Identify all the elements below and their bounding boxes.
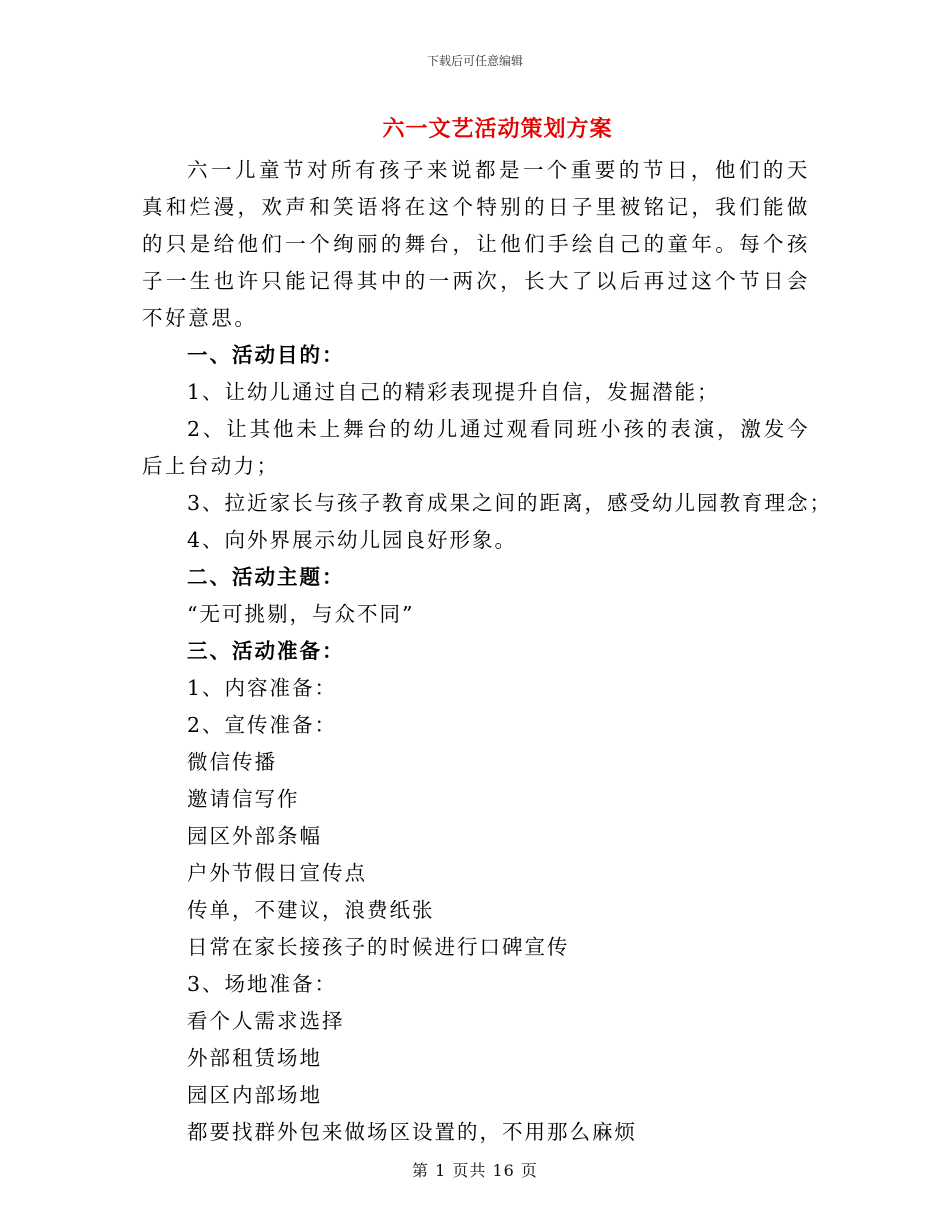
publicity-prep-item: 2、宣传准备： bbox=[187, 713, 338, 737]
publicity-item-wechat: 微信传播 bbox=[187, 750, 277, 774]
document-title: 六一文艺活动策划方案 bbox=[382, 116, 613, 142]
venue-prep-item: 3、场地准备： bbox=[187, 972, 338, 996]
intro-paragraph: 六一儿童节对所有孩子来说都是一个重要的节日，他们的天真和烂漫，欢声和笑语将在这个特别的日子里被铭记，我们能做的只是给他们一个绚丽的舞台，让他们手绘自己的童年。每个孩子一生也许只能记得其中的一两次，长大了以后再过这个节日会不好意思。 bbox=[142, 158, 810, 330]
venue-item-outsource: 都要找群外包来做场区设置的，不用那么麻烦 bbox=[187, 1120, 637, 1144]
section1-heading: 一、活动目的： bbox=[187, 343, 345, 367]
goal-item-4: 4、向外界展示幼儿园良好形象。 bbox=[187, 528, 518, 552]
document-body bbox=[142, 152, 833, 1151]
publicity-item-banner: 园区外部条幅 bbox=[187, 824, 322, 848]
page-footer: 第 1 页共 16 页 bbox=[412, 1161, 538, 1180]
goal-item-1: 1、让幼儿通过自己的精彩表现提升自信，发掘潜能； bbox=[187, 380, 720, 404]
venue-item-choice: 看个人需求选择 bbox=[187, 1009, 345, 1033]
venue-item-rental: 外部租赁场地 bbox=[187, 1046, 322, 1070]
goal-item-2: 2、让其他未上舞台的幼儿通过观看同班小孩的表演，激发今后上台动力； bbox=[142, 417, 810, 478]
header-note: 下载后可任意编辑 bbox=[426, 54, 523, 68]
section3-heading: 三、活动准备： bbox=[187, 639, 345, 663]
content-prep-item: 1、内容准备： bbox=[187, 676, 338, 700]
publicity-item-word-of-mouth: 日常在家长接孩子的时候进行口碑宣传 bbox=[187, 935, 570, 959]
publicity-item-flyer: 传单，不建议，浪费纸张 bbox=[187, 898, 435, 922]
theme-text: “无可挑剔，与众不同” bbox=[187, 602, 415, 626]
section2-heading: 二、活动主题： bbox=[187, 565, 345, 589]
publicity-item-outdoor: 户外节假日宣传点 bbox=[187, 861, 367, 885]
goal-item-3: 3、拉近家长与孩子教育成果之间的距离，感受幼儿园教育理念； bbox=[187, 491, 833, 515]
venue-item-internal: 园区内部场地 bbox=[187, 1083, 322, 1107]
publicity-item-invitation: 邀请信写作 bbox=[187, 787, 300, 811]
